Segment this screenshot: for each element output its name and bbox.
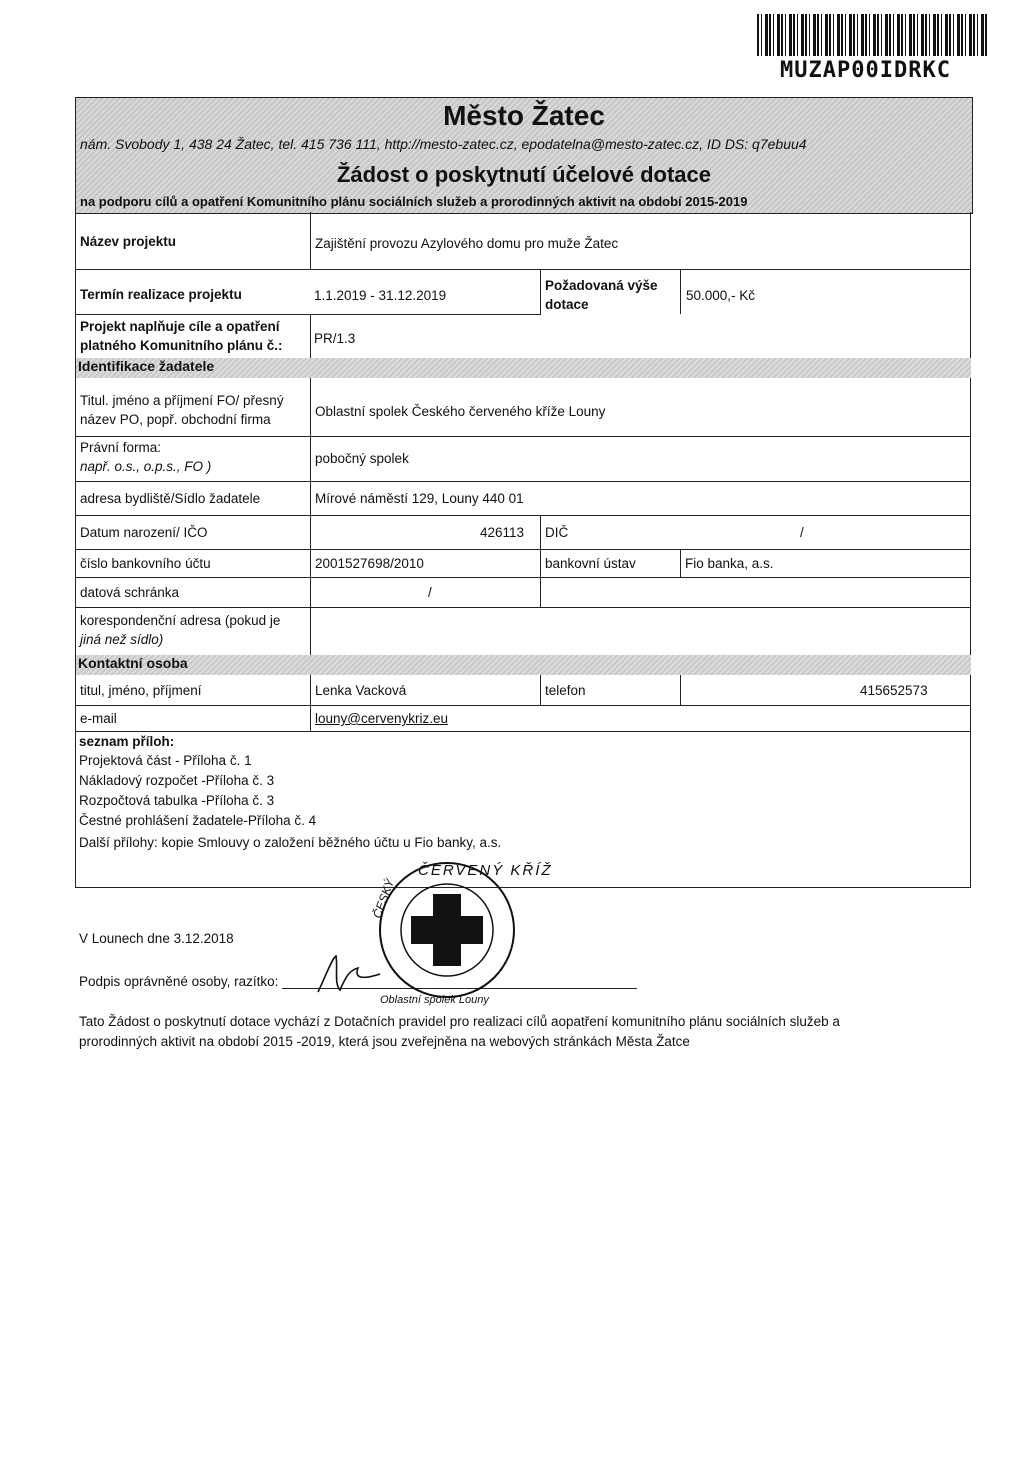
handwritten-signature [310,950,390,1000]
form-header [75,97,973,214]
barcode [757,14,989,56]
dic-value: / [800,525,804,540]
databox-label: datová schránka [80,585,180,600]
organization-stamp [377,860,517,1000]
row-divider [75,436,971,437]
table-border-right-lower [970,732,971,888]
bank-label: bankovní ústav [545,556,636,571]
col-divider [680,549,681,577]
request-subtitle: na podporu cílů a opatření Komunitního plánu sociálních služeb a prorodinných aktivit na období 2015-2019 [80,194,748,209]
row-divider [75,731,971,732]
birth-ico-label: Datum narození/ IČO [80,525,208,540]
col-divider [680,675,681,705]
col-divider [540,515,541,607]
account-label: číslo bankovního účtu [80,556,211,571]
account-value: 2001527698/2010 [315,556,424,571]
table-border-right [970,212,971,732]
section-contact [76,655,971,675]
project-name-label: Název projektu [80,234,177,249]
term-label: Termín realizace projektu [80,287,242,302]
project-name-value: Zajištění provozu Azylového domu pro muže Žatec [315,236,619,251]
section-identification [76,358,971,378]
stamp-graphic [377,860,517,1000]
row-divider [75,314,541,315]
goals-value: PR/1.3 [314,331,356,346]
applicant-name-label: Titul. jméno a příjmení FO/ přesný [80,393,284,408]
col-divider [310,549,311,663]
attachment-item: Nákladový rozpočet -Příloha č. 3 [79,773,275,788]
row-divider [75,549,971,550]
contact-name-label: titul, jméno, příjmení [80,683,202,698]
barcode-text: MUZAP00IDRKC [780,58,951,83]
attachments-title: seznam příloh: [79,734,175,749]
ico-value: 426113 [480,525,525,540]
attachment-item: Další přílohy: kopie Smlouvy o založení běžného účtu u Fio banky, a.s. [79,835,502,850]
col-divider [310,378,311,436]
phone-label: telefon [545,683,586,698]
attachment-item: Rozpočtová tabulka -Příloha č. 3 [79,793,275,808]
col-divider [310,515,311,549]
col-divider [540,270,541,314]
col-divider [540,675,541,705]
footer-line-2: prorodinných aktivit na období 2015 -2019, která jsou zveřejněna na webových stránkách Města Žatce [79,1034,690,1049]
amount-value: 50.000,- Kč [686,288,756,303]
goals-label-2: platného Komunitního plánu č.: [80,338,283,353]
attachment-item: Čestné prohlášení žadatele-Příloha č. 4 [79,813,317,828]
phone-value: 415652573 [860,683,928,698]
row-divider [75,269,971,270]
corr-address-label-2: jiná než sídlo) [80,632,164,647]
legal-form-label-2: např. o.s., o.p.s., FO ) [80,459,212,474]
databox-value: / [428,585,432,600]
address-value: Mírové náměstí 129, Louny 440 01 [315,491,524,506]
goals-label: Projekt naplňuje cíle a opatření [80,319,280,334]
city-title: Město Žatec [443,100,605,131]
attachment-item: Projektová část - Příloha č. 1 [79,753,252,768]
footer-line-1: Tato Žádost o poskytnutí dotace vychází z Dotačních pravidel pro realizaci cílů aopatření komunitního plánu sociálních služeb a [79,1014,840,1029]
amount-label-2: dotace [545,297,589,312]
col-divider [310,675,311,732]
place-date: V Lounech dne 3.12.2018 [79,931,234,946]
stamp-text-left: ČESKÝ [369,877,398,921]
row-divider [75,515,971,516]
dic-label: DIČ [545,525,569,540]
col-divider [310,436,311,481]
request-title: Žádost o poskytnutí účelové dotace [336,162,712,187]
amount-label: Požadovaná výše [545,278,658,293]
legal-form-label: Právní forma: [80,440,162,455]
term-value: 1.1.2019 - 31.12.2019 [314,288,447,303]
col-divider [310,481,311,515]
applicant-name-label-2: název PO, popř. obchodní firma [80,412,271,427]
section-identification-title: Identifikace žadatele [78,358,215,374]
section-contact-title: Kontaktní osoba [78,655,188,671]
row-divider [75,607,971,608]
address-label: adresa bydliště/Sídlo žadatele [80,491,261,506]
col-divider [680,270,681,314]
row-divider [75,481,971,482]
bank-value: Fio banka, a.s. [685,556,774,571]
stamp-text-top: ČERVENÝ KŘÍŽ [418,862,553,879]
stamp-text-bottom: Oblastní spolek Louny [380,994,489,1006]
applicant-name-value: Oblastní spolek Českého červeného kříže Louny [315,404,606,419]
table-border-bottom [75,887,971,888]
col-divider [310,314,311,358]
legal-form-value: pobočný spolek [315,451,409,466]
row-divider [75,577,971,578]
city-address: nám. Svobody 1, 438 24 Žatec, tel. 415 736 111, http://mesto-zatec.cz, epodatelna@mesto-zatec.cz, ID DS: q7ebuu4 [80,136,807,152]
email-value[interactable]: louny@cervenykriz.eu [315,711,449,726]
email-label: e-mail [80,711,117,726]
col-divider [310,212,311,269]
corr-address-label: korespondenční adresa (pokud je [80,613,281,628]
signature-label: Podpis oprávněné osoby, razítko: [79,974,279,989]
row-divider [75,705,971,706]
contact-name-value: Lenka Vacková [315,683,407,698]
